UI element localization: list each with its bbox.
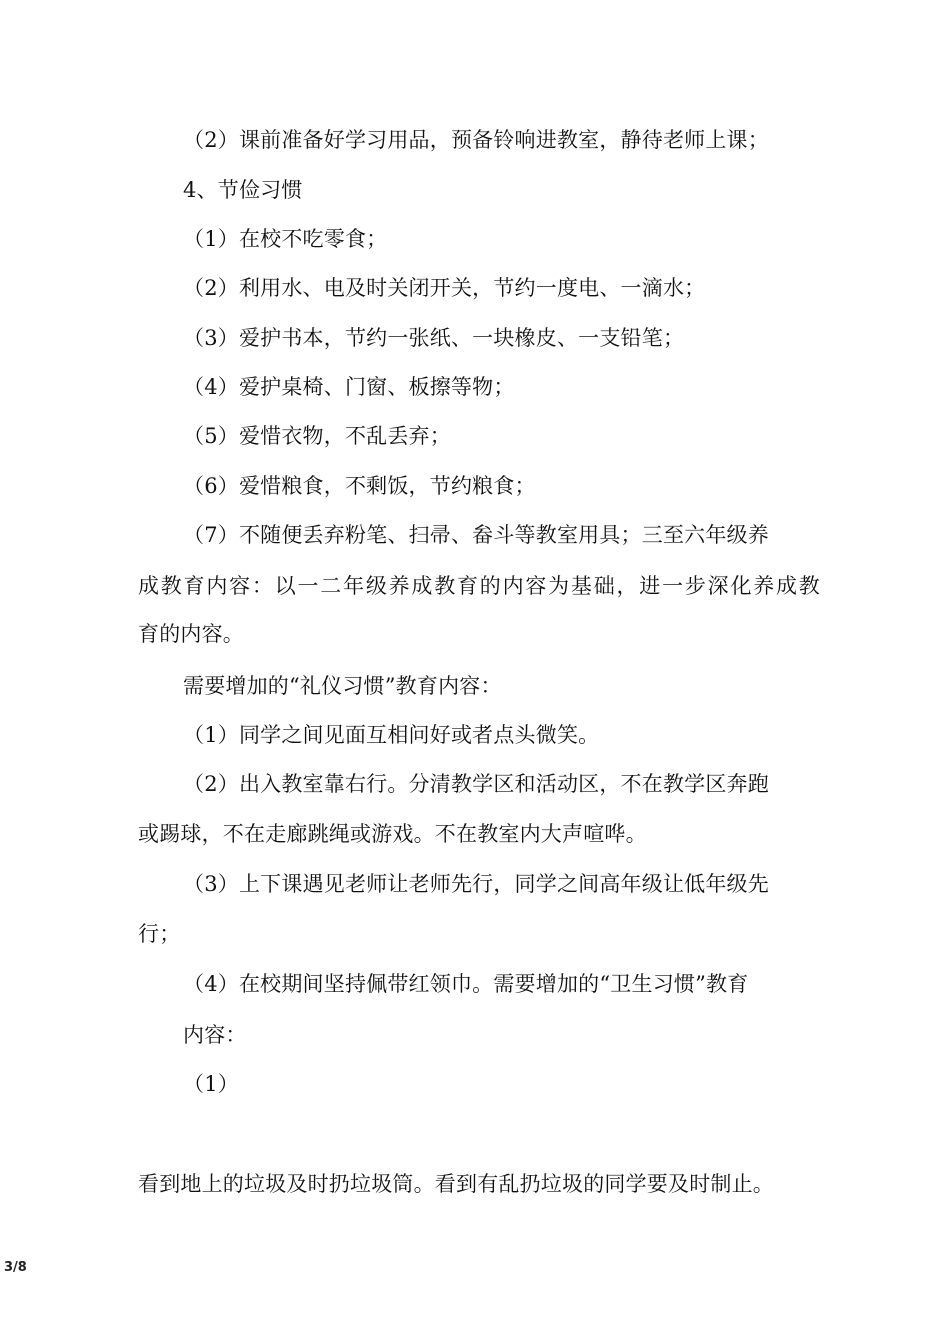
text-line: （1）同学之间见面互相问好或者点头微笑。 bbox=[183, 723, 600, 747]
text-line: （3）上下课遇见老师让老师先行，同学之间高年级让低年级先 bbox=[183, 872, 769, 896]
text-line: 或踢球，不在走廊跳绳或游戏。不在教室内大声喧哗。 bbox=[138, 822, 647, 846]
text-line: （5）爱惜衣物，不乱丢弃； bbox=[183, 424, 451, 448]
text-line: （2）利用水、电及时关闭开关，节约一度电、一滴水； bbox=[183, 276, 706, 300]
text-line: 看到地上的垃圾及时扔垃圾筒。看到有乱扔垃圾的同学要及时制止。 bbox=[138, 1172, 774, 1196]
text-line: （4）爱护桌椅、门窗、板擦等物； bbox=[183, 375, 515, 399]
text-line: （1）在校不吃零食； bbox=[183, 227, 388, 251]
text-line: （2）出入教室靠右行。分清教学区和活动区，不在教学区奔跑 bbox=[183, 772, 769, 796]
text-line: 内容： bbox=[183, 1023, 247, 1047]
text-line: （3）爱护书本，节约一张纸、一块橡皮、一支铅笔； bbox=[183, 326, 685, 350]
section-heading: 4、节俭习惯 bbox=[183, 178, 303, 202]
text-line: （4）在校期间坚持佩带红领巾。需要增加的“卫生习惯”教育 bbox=[183, 972, 749, 996]
text-line: （1） bbox=[183, 1072, 239, 1096]
text-line: 行； bbox=[138, 922, 181, 946]
text-line: （6）爱惜粮食，不剩饭，节约粮食； bbox=[183, 474, 536, 498]
page-number: 3/8 bbox=[4, 1260, 27, 1275]
text-line: （7）不随便丢弃粉笔、扫帚、畚斗等教室用具；三至六年级养 bbox=[183, 523, 769, 547]
section-heading: 需要增加的“礼仪习惯”教育内容： bbox=[183, 674, 502, 698]
text-line: （2）课前准备好学习用品，预备铃响进教室，静待老师上课； bbox=[183, 128, 769, 152]
text-line: 成教育内容：以一二年级养成教育的内容为基础，进一步深化养成教 bbox=[138, 574, 820, 598]
text-line: 育的内容。 bbox=[138, 622, 244, 646]
